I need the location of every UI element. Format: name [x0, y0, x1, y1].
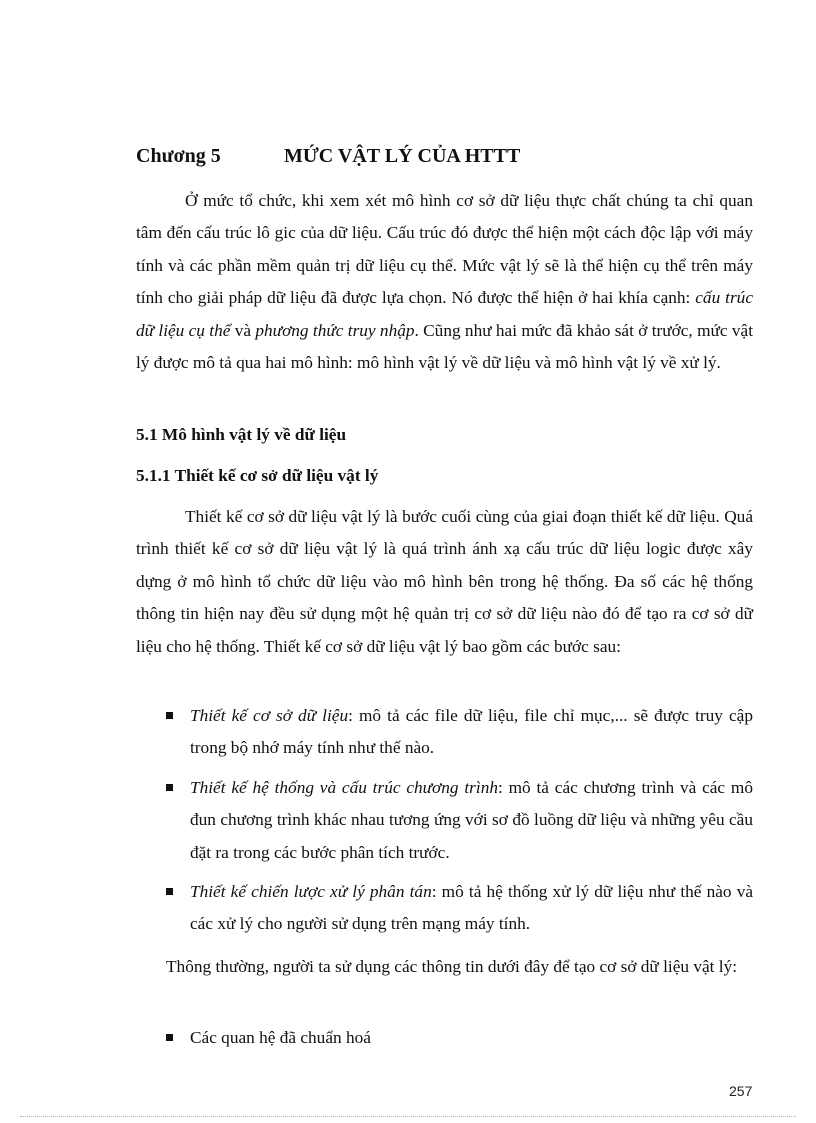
square-bullet-icon — [166, 1034, 173, 1041]
step-term: Thiết kế hệ thống và cấu trúc chương trình — [190, 777, 498, 797]
list-item — [166, 772, 753, 869]
chapter-heading: MỨC VẬT LÝ CỦA HTTT — [284, 145, 521, 167]
step-description: : mô tả các chương trình và các mô đun chương trình khác nhau tương ứng với sơ đồ luồng dữ liệu và những yêu cầu đặt ra trong các bước phân tích trước. — [190, 777, 753, 862]
list-item — [166, 876, 753, 941]
intro-emphasis-structure: cấu trúc dữ liệu cụ thể — [136, 288, 753, 340]
closing-paragraph: Thông thường, người ta sử dụng các thông tin dưới đây để tạo cơ sở dữ liệu vật lý: — [166, 957, 738, 976]
design-steps-list — [166, 700, 753, 948]
section-heading: 5.1 Mô hình vật lý về dữ liệu — [136, 425, 347, 444]
step-description: : mô tả hệ thống xử lý dữ liệu như thế nào và các xử lý cho người sử dụng trên mạng máy tính. — [190, 882, 754, 934]
list-item — [166, 1022, 753, 1054]
subsection-heading: 5.1.1 Thiết kế cơ sở dữ liệu vật lý — [136, 466, 379, 485]
step-term: Thiết kế chiến lược xử lý phân tán — [190, 882, 432, 902]
chapter-number: Chương 5 — [136, 145, 221, 167]
input-item: Các quan hệ đã chuẩn hoá — [190, 1028, 371, 1047]
intro-emphasis-access: phương thức truy nhập — [255, 320, 415, 340]
chapter-title — [136, 145, 520, 168]
square-bullet-icon — [166, 712, 173, 719]
step-term: Thiết kế cơ sở dữ liệu — [190, 706, 349, 725]
design-paragraph: Thiết kế cơ sở dữ liệu vật lý là bước cuối cùng của giai đoạn thiết kế dữ liệu. Quá trình thiết kế cơ sở dữ liệu vật lý là quá trình ánh xạ cấu trúc dữ liệu logic được xây dựng ở mô hình tổ chức dữ liệu vào mô hình bên trong hệ thống. Đa số các hệ thống thông tin hiện nay đều sử dụng một hệ quản trị cơ sở dữ liệu nào đó để tạo ra cơ sở dữ liệu cho hệ thống. Thiết kế cơ sở dữ liệu vật lý bao gồm các bước sau: — [136, 507, 753, 656]
step-description: : mô tả các file dữ liệu, file chỉ mục,... sẽ được truy cập trong bộ nhớ máy tính như thế nào. — [190, 706, 753, 758]
intro-text-1: Ở mức tổ chức, khi xem xét mô hình cơ sở dữ liệu thực chất chúng ta chỉ quan tâm đến cấu trúc lô gic của dữ liệu. Cấu trúc đó được thể hiện một cách độc lập với máy tính và các phần mềm quản trị dữ liệu cụ thể. Mức vật lý sẽ là thể hiện cụ thể trên máy tính cho giải pháp dữ liệu đã được lựa chọn. Nó được thể hiện ở hai khía cạnh: — [136, 191, 753, 308]
intro-paragraph — [136, 185, 753, 379]
square-bullet-icon — [166, 784, 173, 791]
page-divider — [20, 1116, 796, 1117]
page-number: 257 — [729, 1083, 753, 1099]
intro-text-3: . Cũng như hai mức đã khảo sát ở trước, mức vật lý được mô tả qua hai mô hình: mô hình vật lý về dữ liệu và mô hình vật lý về xử lý. — [136, 320, 753, 373]
intro-text-2: và — [230, 320, 256, 340]
list-item — [166, 700, 753, 765]
inputs-list — [166, 1022, 753, 1054]
square-bullet-icon — [166, 888, 173, 895]
